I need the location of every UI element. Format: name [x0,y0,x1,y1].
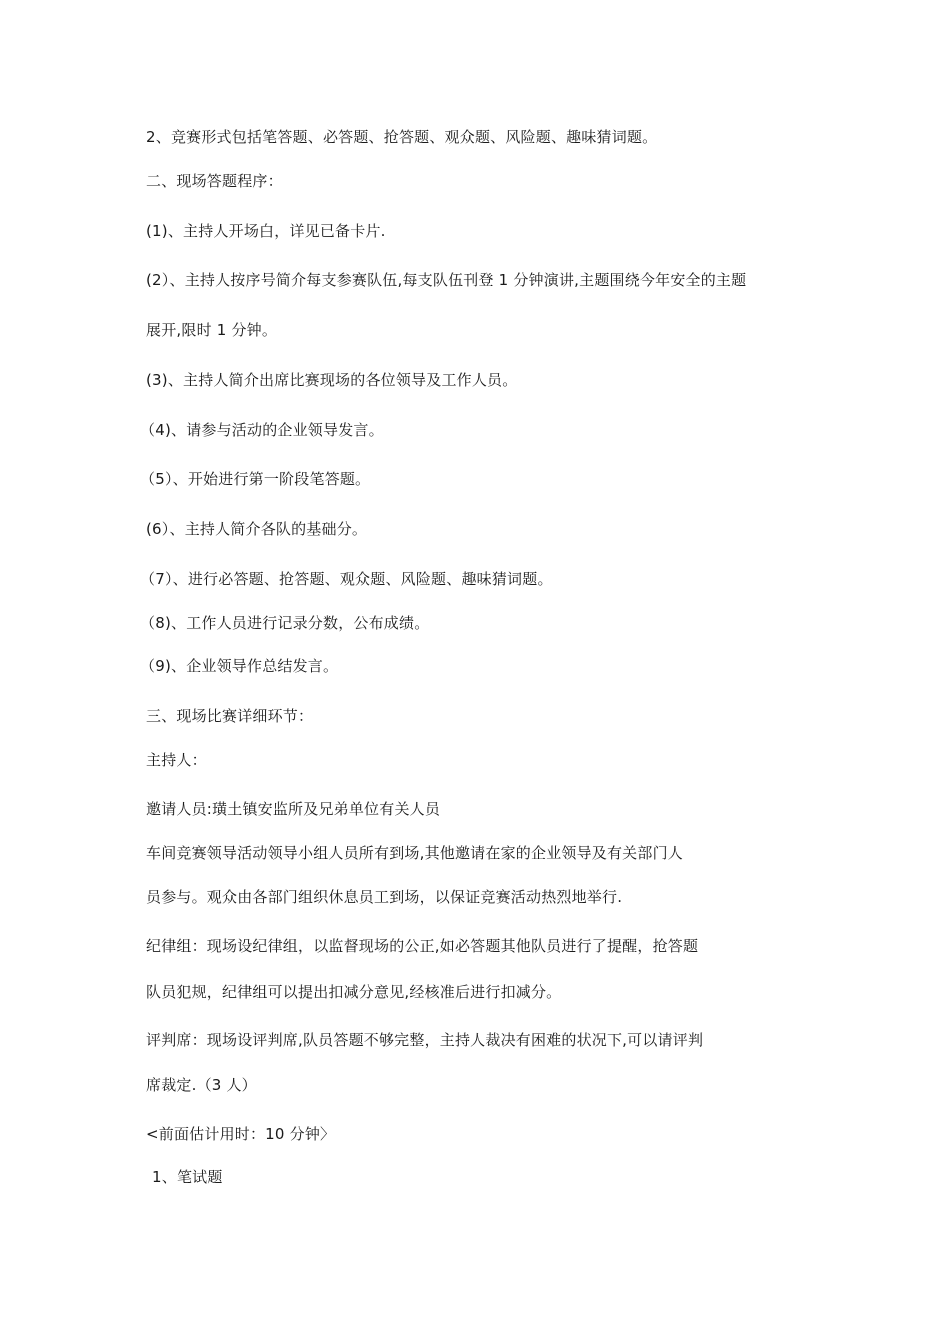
text-line: 2、竞赛形式包括笔答题、必答题、抢答题、观众题、风险题、趣味猜词题。 [146,128,658,146]
text-line: 车间竞赛领导活动领导小组人员所有到场,其他邀请在家的企业领导及有关部门人 [146,844,683,862]
text-line: 评判席：现场设评判席,队员答题不够完整，主持人裁决有困难的状况下,可以请评判 [146,1031,704,1049]
section-heading: 二、现场答题程序： [146,172,283,190]
text-line: （5）、开始进行第一阶段笔答题。 [140,470,371,488]
text-line: （8)、工作人员进行记录分数，公布成绩。 [140,614,430,632]
text-line: 队员犯规，纪律组可以提出扣减分意见,经核准后进行扣减分。 [146,983,562,1001]
text-line: （7）、进行必答题、抢答题、观众题、风险题、趣味猜词题。 [140,570,553,588]
text-line: （4)、请参与活动的企业领导发言。 [140,421,384,439]
text-line: (2）、主持人按序号简介每支参赛队伍,每支队伍刊登 1 分钟演讲,主题围绕今年安全的主题 [146,271,747,289]
text-line: 主持人： [146,751,207,769]
text-line: (1)、主持人开场白，详见已备卡片. [146,222,386,240]
text-line: （9)、企业领导作总结发言。 [140,657,339,675]
text-line: 员参与。观众由各部门组织休息员工到场，以保证竞赛活动热烈地举行. [146,888,623,906]
text-line: <前面估计用时：10 分钟〉 [146,1125,336,1143]
text-line: (6）、主持人简介各队的基础分。 [146,520,368,538]
text-line: 展开,限时 1 分钟。 [146,321,278,339]
text-line: 邀请人员:璜土镇安监所及兄弟单位有关人员 [146,800,441,818]
text-line: 纪律组：现场设纪律组，以监督现场的公正,如必答题其他队员进行了提醒，抢答题 [146,937,699,955]
section-heading: 三、现场比赛详细环节： [146,707,314,725]
text-line: 席裁定.（3 人） [146,1076,257,1094]
subsection-heading: 1、笔试题 [152,1168,223,1186]
text-line: (3)、主持人简介出席比赛现场的各位领导及工作人员。 [146,371,518,389]
